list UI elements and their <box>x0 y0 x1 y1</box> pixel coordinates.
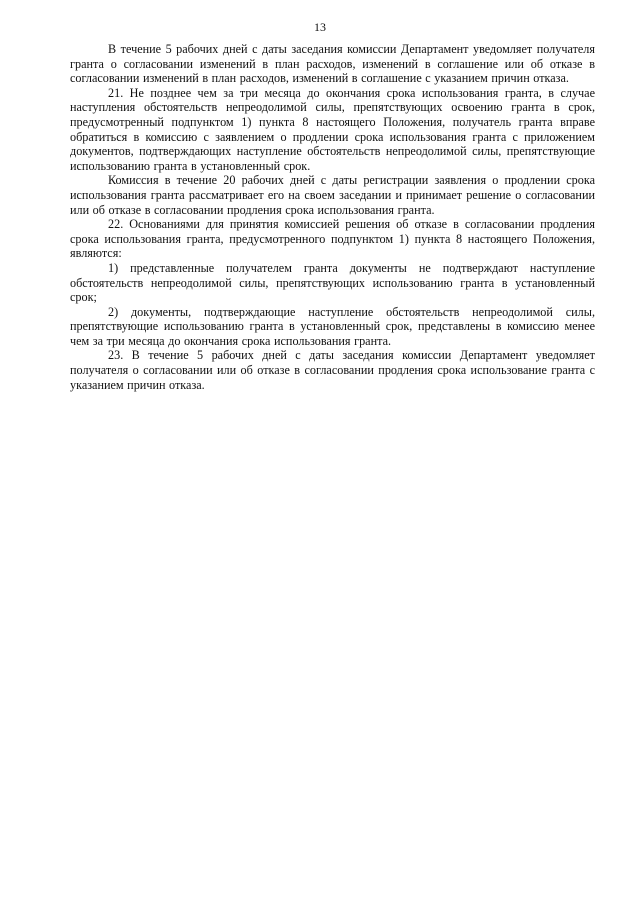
paragraph-clause-23: 23. В течение 5 рабочих дней с даты заседания комиссии Департамент уведомляет получателя о согласовании или об отказе в согласовании продления срока использование гранта с указанием причин отказа. <box>70 348 595 392</box>
paragraph-commission-review: Комиссия в течение 20 рабочих дней с даты регистрации заявления о продлении срока использования гранта рассматривает его на своем заседании и принимает решение о согласовании или об отказе в согласовании продления срока использования гранта. <box>70 173 595 217</box>
paragraph-clause-21: 21. Не позднее чем за три месяца до окончания срока использования гранта, в случае наступления обстоятельств непреодолимой силы, препятствующих освоению гранта в срок, предусмотренный подпунктом 1) пункта 8 настоящего Положения, получатель гранта вправе обратиться в комиссию с заявлением о продлении срока использования гранта с приложением документов, подтверждающих наступление обстоятельств непреодолимой силы, препятствующие использованию гранта в установленный срок. <box>70 85 595 173</box>
document-body <box>70 42 595 392</box>
paragraph-clause-22-item-1: 1) представленные получателем гранта документы не подтверждают наступление обстоятельств непреодолимой силы, препятствующих использованию гранта в установленный срок; <box>70 260 595 305</box>
paragraph-clause-22-item-2: 2) документы, подтверждающие наступление обстоятельств непреодолимой силы, препятствующие использованию гранта в установленный срок, представлены в комиссию менее чем за три месяца до окончания срока использования гранта. <box>70 304 595 348</box>
page-number: 13 <box>314 20 326 34</box>
paragraph-notification: В течение 5 рабочих дней с даты заседания комиссии Департамент уведомляет получателя гранта о согласовании изменений в план расходов, изменений в соглашение или об отказе в согласовании изменений в план расходов, изменений в соглашение с указанием причин отказа. <box>70 42 595 86</box>
paragraph-clause-22: 22. Основаниями для принятия комиссией решения об отказе в согласовании продления срока использования гранта, предусмотренного подпунктом 1) пункта 8 настоящего Положения, являются: <box>70 217 595 261</box>
